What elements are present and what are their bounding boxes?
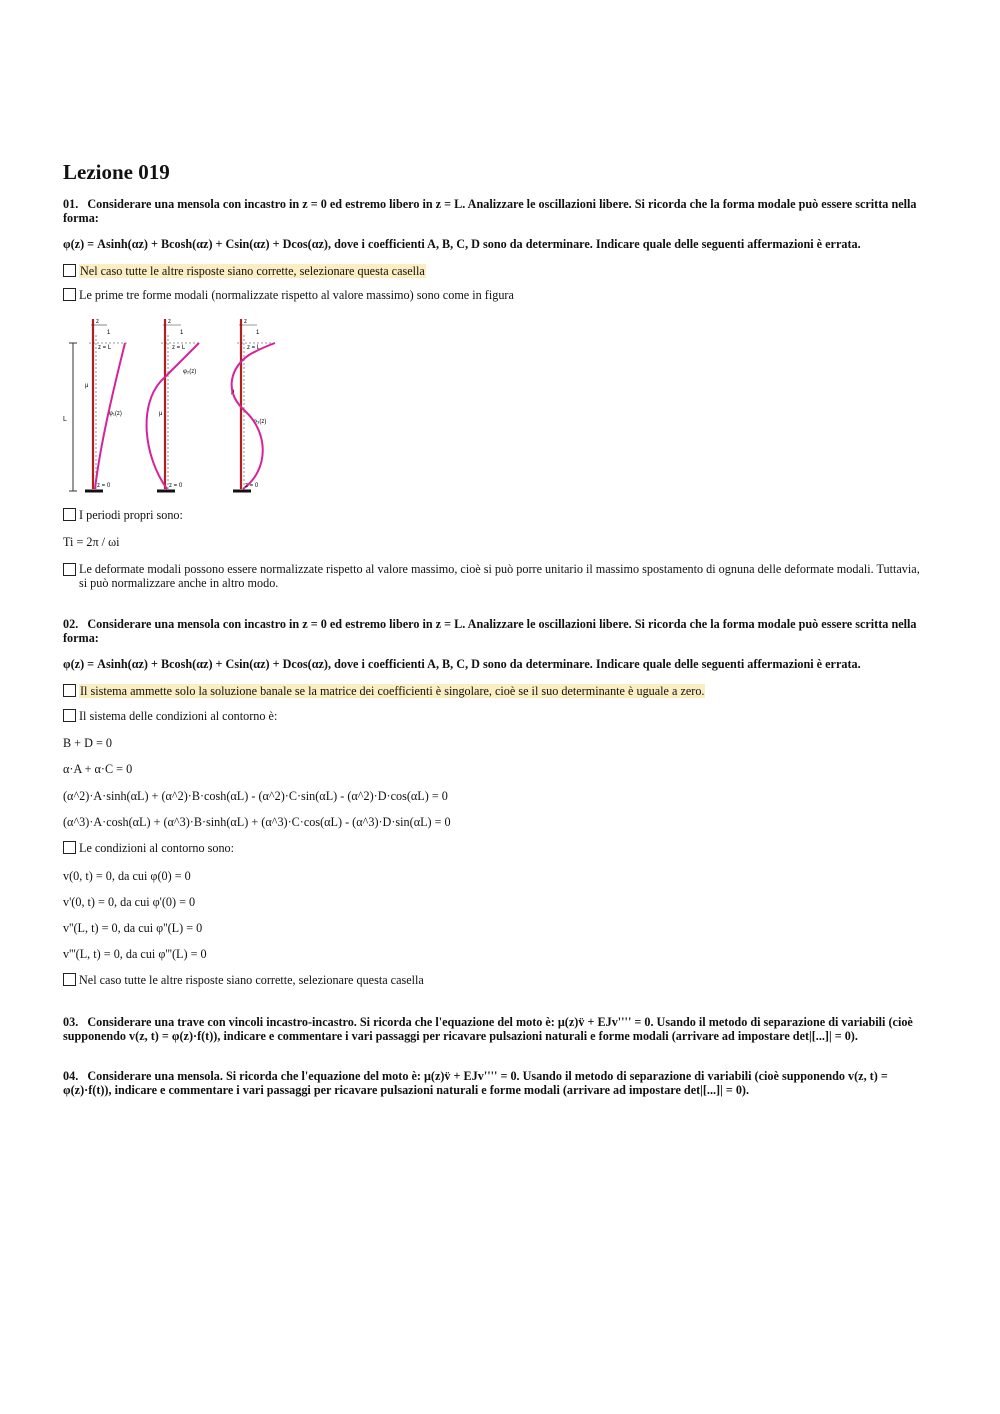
base-label: z = 0 (97, 483, 111, 489)
question-body: Considerare una trave con vincoli incastro-incastro. Si ricorda che l'equazione del moto è: μ(z)v̈ + EJv'''' = 0. Usando il metodo di separazione di variabili (cioè supponendo v(z, t) = φ(z)·f(t)), indicare e commentare i vari passaggi per ricavare pulsazioni naturali e forme modali (arrivare ad impostare det|[...]| = 0). (63, 1015, 913, 1043)
mu-label: μ (159, 411, 163, 417)
mu-label: μ (231, 389, 235, 395)
checkbox[interactable] (63, 973, 76, 986)
mode-1-label: φ₁(z) (109, 411, 122, 417)
question-04-text (63, 1070, 925, 1097)
checkbox[interactable] (63, 563, 76, 576)
question-body: Considerare una mensola. Si ricorda che l'equazione del moto è: μ(z)v̈ + EJv'''' = 0. Usando il metodo di separazione di variabili (cioè supponendo v(z, t) = φ(z)·f(t)), indicare e commentare i vari passaggi per ricavare pulsazioni naturali e forme modali (arrivare ad impostare det|[...]| = 0). (63, 1069, 888, 1097)
base-label: z = 0 (169, 483, 183, 489)
mode-2-diagram (147, 319, 201, 491)
question-01-formula: φ(z) = Asinh(αz) + Bcosh(αz) + Csin(αz) + Dcos(αz), dove i coefficienti A, B, C, D sono da determinare. Indicare quale delle seguenti affermazioni è errata. (63, 237, 861, 251)
top-label: z = L (172, 345, 186, 351)
q1-option-4[interactable] (63, 563, 925, 590)
checkbox[interactable] (63, 508, 76, 521)
axis-z-label: z (244, 319, 247, 325)
q1-option-1[interactable] (63, 264, 426, 278)
equation-4: (α^3)·A·cosh(αL) + (α^3)·B·sinh(αL) + (α^3)·C·cos(αL) - (α^3)·D·sin(αL) = 0 (63, 815, 451, 829)
option-label: Nel caso tutte le altre risposte siano corrette, selezionare questa casella (79, 973, 424, 987)
checkbox[interactable] (63, 264, 76, 277)
q2-option-1[interactable] (63, 684, 705, 698)
mu-label: μ (85, 383, 89, 389)
top-label: z = L (98, 345, 112, 351)
question-number: 01. (63, 197, 79, 211)
boundary-condition-2: v'(0, t) = 0, da cui φ'(0) = 0 (63, 895, 196, 909)
mode-2-label: φ₂(z) (183, 369, 197, 375)
q1-option-2[interactable] (63, 288, 514, 302)
checkbox[interactable] (63, 841, 76, 854)
option-label: Il sistema ammette solo la soluzione banale se la matrice dei coefficienti è singolare, cioè se il suo determinante è uguale a zero. (80, 684, 705, 698)
boundary-condition-1: v(0, t) = 0, da cui φ(0) = 0 (63, 869, 191, 883)
question-02-formula: φ(z) = Asinh(αz) + Bcosh(αz) + Csin(αz) + Dcos(αz), dove i coefficienti A, B, C, D sono da determinare. Indicare quale delle seguenti affermazioni è errata. (63, 657, 861, 671)
top-label: z = L (247, 345, 261, 351)
axis-z-label: z (168, 319, 171, 325)
unit-label: 1 (256, 330, 260, 336)
question-02-text (63, 618, 925, 645)
option-label: Le condizioni al contorno sono: (79, 841, 235, 855)
option-label: Nel caso tutte le altre risposte siano corrette, selezionare questa casella (80, 264, 425, 278)
question-body: Considerare una mensola con incastro in z = 0 ed estremo libero in z = L. Analizzare le oscillazioni libere. Si ricorda che la forma modale può essere scritta nella forma: (63, 617, 917, 645)
period-equation: Ti = 2π / ωi (63, 535, 120, 549)
checkbox[interactable] (63, 684, 76, 697)
option-label: Le deformate modali possono essere normalizzate rispetto al valore massimo, cioè si può porre unitario il massimo spostamento di ognuna delle deformate modali. Tuttavia, si può normalizzare anche in altro modo. (79, 562, 920, 590)
question-number: 04. (63, 1069, 79, 1083)
mode-1-diagram (63, 319, 127, 491)
option-label: Il sistema delle condizioni al contorno è: (79, 709, 278, 723)
equation-1: B + D = 0 (63, 736, 112, 750)
q2-option-4[interactable] (63, 973, 424, 987)
checkbox[interactable] (63, 709, 76, 722)
unit-label: 1 (180, 330, 184, 336)
lesson-title: Lezione 019 (63, 160, 170, 184)
equation-2: α·A + α·C = 0 (63, 762, 133, 776)
mode-3-label: φ₃(z) (253, 419, 267, 425)
mode-3-diagram (231, 319, 277, 491)
axis-z-label: z (96, 319, 99, 325)
boundary-condition-4: v'''(L, t) = 0, da cui φ'''(L) = 0 (63, 947, 207, 961)
base-label: z = 0 (245, 483, 259, 489)
question-number: 03. (63, 1015, 79, 1029)
unit-label: 1 (107, 330, 111, 336)
question-03-text (63, 1016, 925, 1043)
question-body: Considerare una mensola con incastro in z = 0 ed estremo libero in z = L. Analizzare le oscillazioni libere. Si ricorda che la forma modale può essere scritta nella forma: (63, 197, 917, 225)
modal-shapes-figure (63, 315, 288, 497)
equation-3: (α^2)·A·sinh(αL) + (α^2)·B·cosh(αL) - (α^2)·C·sin(αL) - (α^2)·D·cos(αL) = 0 (63, 789, 448, 803)
checkbox[interactable] (63, 288, 76, 301)
q2-option-2[interactable] (63, 709, 277, 723)
option-label: Le prime tre forme modali (normalizzate rispetto al valore massimo) sono come in figura (79, 288, 514, 302)
question-number: 02. (63, 617, 79, 631)
q1-option-3[interactable] (63, 508, 183, 522)
option-label: I periodi propri sono: (79, 508, 183, 522)
length-label: L (63, 416, 67, 423)
question-01-text (63, 198, 925, 225)
boundary-condition-3: v''(L, t) = 0, da cui φ''(L) = 0 (63, 921, 203, 935)
q2-option-3[interactable] (63, 841, 234, 855)
